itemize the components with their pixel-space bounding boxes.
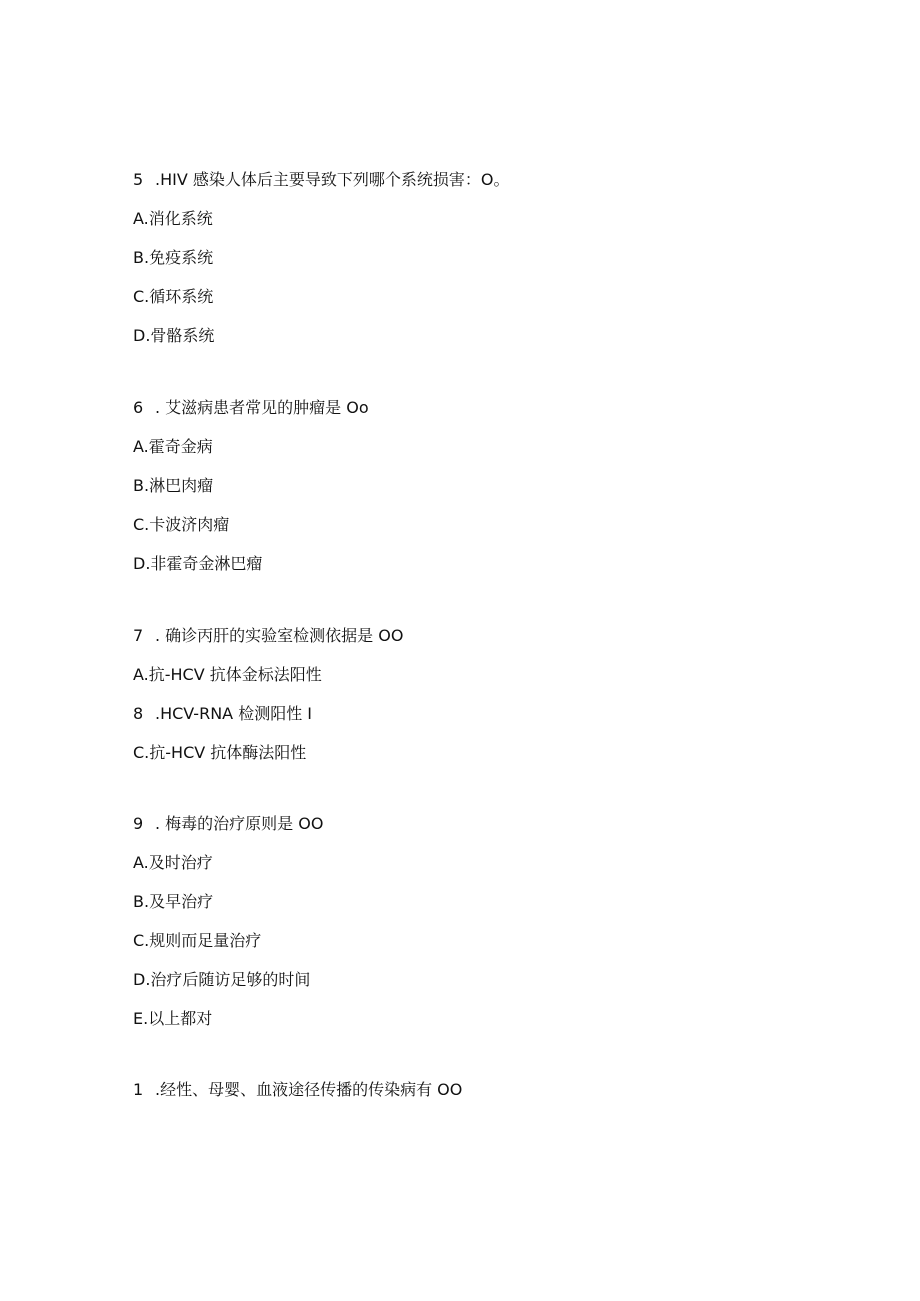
option-item [133,552,873,591]
question-stem [133,702,873,741]
question-number: 6 [133,398,144,417]
option-text: C.卡波济肉瘤 [133,515,230,534]
question-stem [133,396,873,435]
question-stem [133,624,873,663]
option-item [133,851,873,890]
option-text: A.及时治疗 [133,853,213,872]
option-text: D.非霍奇金淋巴瘤 [133,554,263,573]
question-number: 1 [133,1080,144,1099]
option-item [133,324,873,363]
question-text: . 梅毒的治疗原则是 OO [155,814,324,833]
option-text: C.抗-HCV 抗体酶法阳性 [133,743,307,762]
question-block [133,624,873,780]
option-text: D.骨骼系统 [133,326,215,345]
question-number: 7 [133,626,144,645]
option-text: C.规则而足量治疗 [133,931,262,950]
question-block [133,812,873,1046]
question-number: 8 [133,704,144,723]
option-item [133,929,873,968]
question-block [133,1078,873,1117]
option-text: B.免疫系统 [133,248,214,267]
question-stem [133,168,873,207]
option-item [133,207,873,246]
question-stem [133,1078,873,1117]
option-item [133,246,873,285]
question-text: . 确诊丙肝的实验室检测依据是 OO [155,626,404,645]
option-text: C.循环系统 [133,287,214,306]
option-item [133,890,873,929]
option-text: A.霍奇金病 [133,437,213,456]
option-text: B.淋巴肉瘤 [133,476,214,495]
option-item [133,474,873,513]
option-text: D.治疗后随访足够的时间 [133,970,311,989]
option-text: B.及早治疗 [133,892,214,911]
question-text: .HCV-RNA 检测阳性 I [155,704,312,723]
option-item [133,968,873,1007]
question-block [133,168,873,363]
option-item [133,663,873,702]
question-number: 9 [133,814,144,833]
option-item [133,513,873,552]
option-item [133,285,873,324]
option-item [133,435,873,474]
question-text: . 艾滋病患者常见的肿瘤是 Oo [155,398,369,417]
question-stem [133,812,873,851]
question-text: .HIV 感染人体后主要导致下列哪个系统损害：O。 [155,170,510,189]
option-item [133,741,873,780]
option-text: A.抗-HCV 抗体金标法阳性 [133,665,322,684]
question-block [133,396,873,591]
question-number: 5 [133,170,144,189]
option-text: A.消化系统 [133,209,213,228]
question-text: .经性、母婴、血液途径传播的传染病有 OO [155,1080,463,1099]
option-text: E.以上都对 [133,1009,213,1028]
option-item [133,1007,873,1046]
